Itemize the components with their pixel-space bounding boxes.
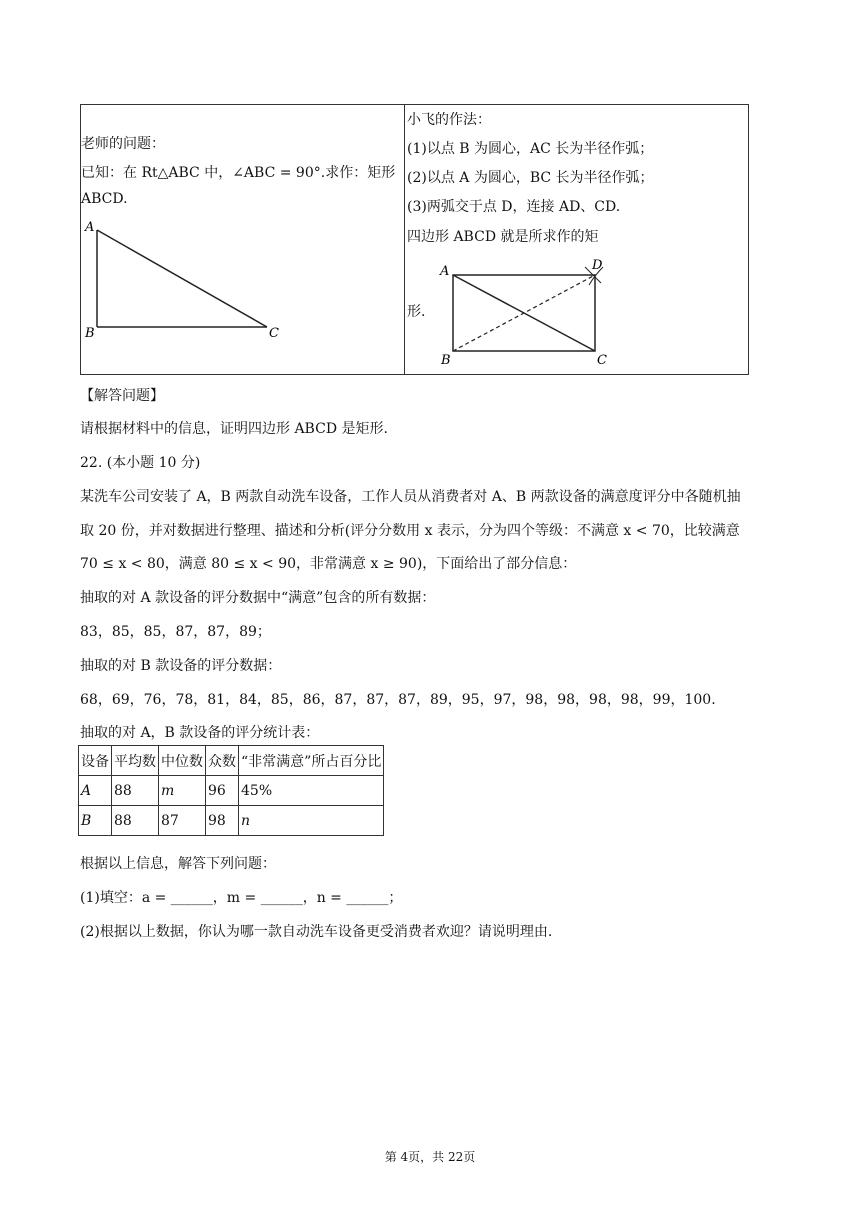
table-row <box>79 776 384 806</box>
sub-question-1: (1)填空：a = ______，m = ______，n = ______； <box>80 890 403 906</box>
xiaofei-conclusion: 四边形 ABCD 就是所求作的矩 <box>407 229 599 245</box>
sub-question-2: (2)根据以上数据，你认为哪一款自动洗车设备更受消费者欢迎？请说明理由. <box>80 924 553 940</box>
prove-text: 请根据材料中的信息，证明四边形 ABCD 是矩形. <box>80 421 388 437</box>
label-b: B <box>441 353 451 368</box>
segment-ac <box>97 230 267 327</box>
label-b: B <box>85 326 95 340</box>
material-box <box>80 104 749 375</box>
header-cell: 众数 <box>206 746 239 776</box>
table-row <box>79 806 384 836</box>
stats-table <box>78 745 384 836</box>
table-cell: 88 <box>112 776 159 806</box>
xiaofei-conclusion-end: 形. <box>407 304 426 320</box>
b-data: 68，69，76，78，81，84，85，86，87，87，87，89，95，97，98，98，98，98，99，100. <box>80 692 716 708</box>
table-cell: 45% <box>239 776 384 806</box>
table-cell: A <box>79 776 112 806</box>
q22-p3: 70 ≤ x < 80，满意 80 ≤ x < 90，非常满意 x ≥ 90)，下面给出了部分信息： <box>80 556 577 572</box>
a-intro: 抽取的对 A 款设备的评分数据中“满意”包含的所有数据： <box>80 590 436 606</box>
table-cell: m <box>159 776 206 806</box>
teacher-title: 老师的问题： <box>81 136 165 152</box>
b-intro: 抽取的对 B 款设备的评分数据： <box>80 658 282 674</box>
label-d: D <box>592 258 603 273</box>
table-cell: 96 <box>206 776 239 806</box>
q22-p1: 某洗车公司安装了 A，B 两款自动洗车设备，工作人员从消费者对 A、B 两款设备的满意度评分中各随机抽 <box>80 489 741 505</box>
q22-p2: 取 20 份，并对数据进行整理、描述和分析(评分分数用 x 表示，分为四个等级：不满意 x < 70，比较满意 <box>80 523 740 539</box>
q22-heading: 22. (本小题 10 分) <box>80 455 201 471</box>
header-cell: 设备 <box>79 746 112 776</box>
triangle-figure <box>81 215 291 340</box>
xiaofei-step1: (1)以点 B 为圆心，AC 长为半径作弧； <box>407 141 654 157</box>
table-cell: n <box>239 806 384 836</box>
table-header-row <box>79 746 384 776</box>
xiaofei-title: 小飞的作法： <box>407 112 491 128</box>
table-cell: 88 <box>112 806 159 836</box>
table-cell: B <box>79 806 112 836</box>
a-data: 83，85，85，87，87，89； <box>80 624 271 640</box>
table-cell: 87 <box>159 806 206 836</box>
xiaofei-step2: (2)以点 A 为圆心，BC 长为半径作弧； <box>407 170 654 186</box>
label-c: C <box>269 326 279 340</box>
header-cell: 中位数 <box>159 746 206 776</box>
header-cell: “非常满意”所占百分比 <box>239 746 384 776</box>
label-a: A <box>440 264 450 279</box>
label-a: A <box>85 220 95 235</box>
label-c: C <box>597 353 607 368</box>
cell-divider <box>404 105 405 374</box>
page-footer: 第 4页，共 22页 <box>384 1150 476 1164</box>
answer-intro: 根据以上信息，解答下列问题： <box>80 856 276 872</box>
table-intro: 抽取的对 A，B 款设备的评分统计表： <box>80 725 320 741</box>
teacher-given-end: ABCD. <box>81 191 128 207</box>
header-cell: 平均数 <box>112 746 159 776</box>
table-cell: 98 <box>206 806 239 836</box>
section-heading: 【解答问题】 <box>80 388 164 404</box>
rectangle-figure <box>431 253 621 368</box>
xiaofei-step3: (3)两弧交于点 D，连接 AD、CD. <box>407 199 621 215</box>
teacher-given: 已知：在 Rt△ABC 中，∠ABC = 90°.求作：矩形 <box>81 165 396 181</box>
